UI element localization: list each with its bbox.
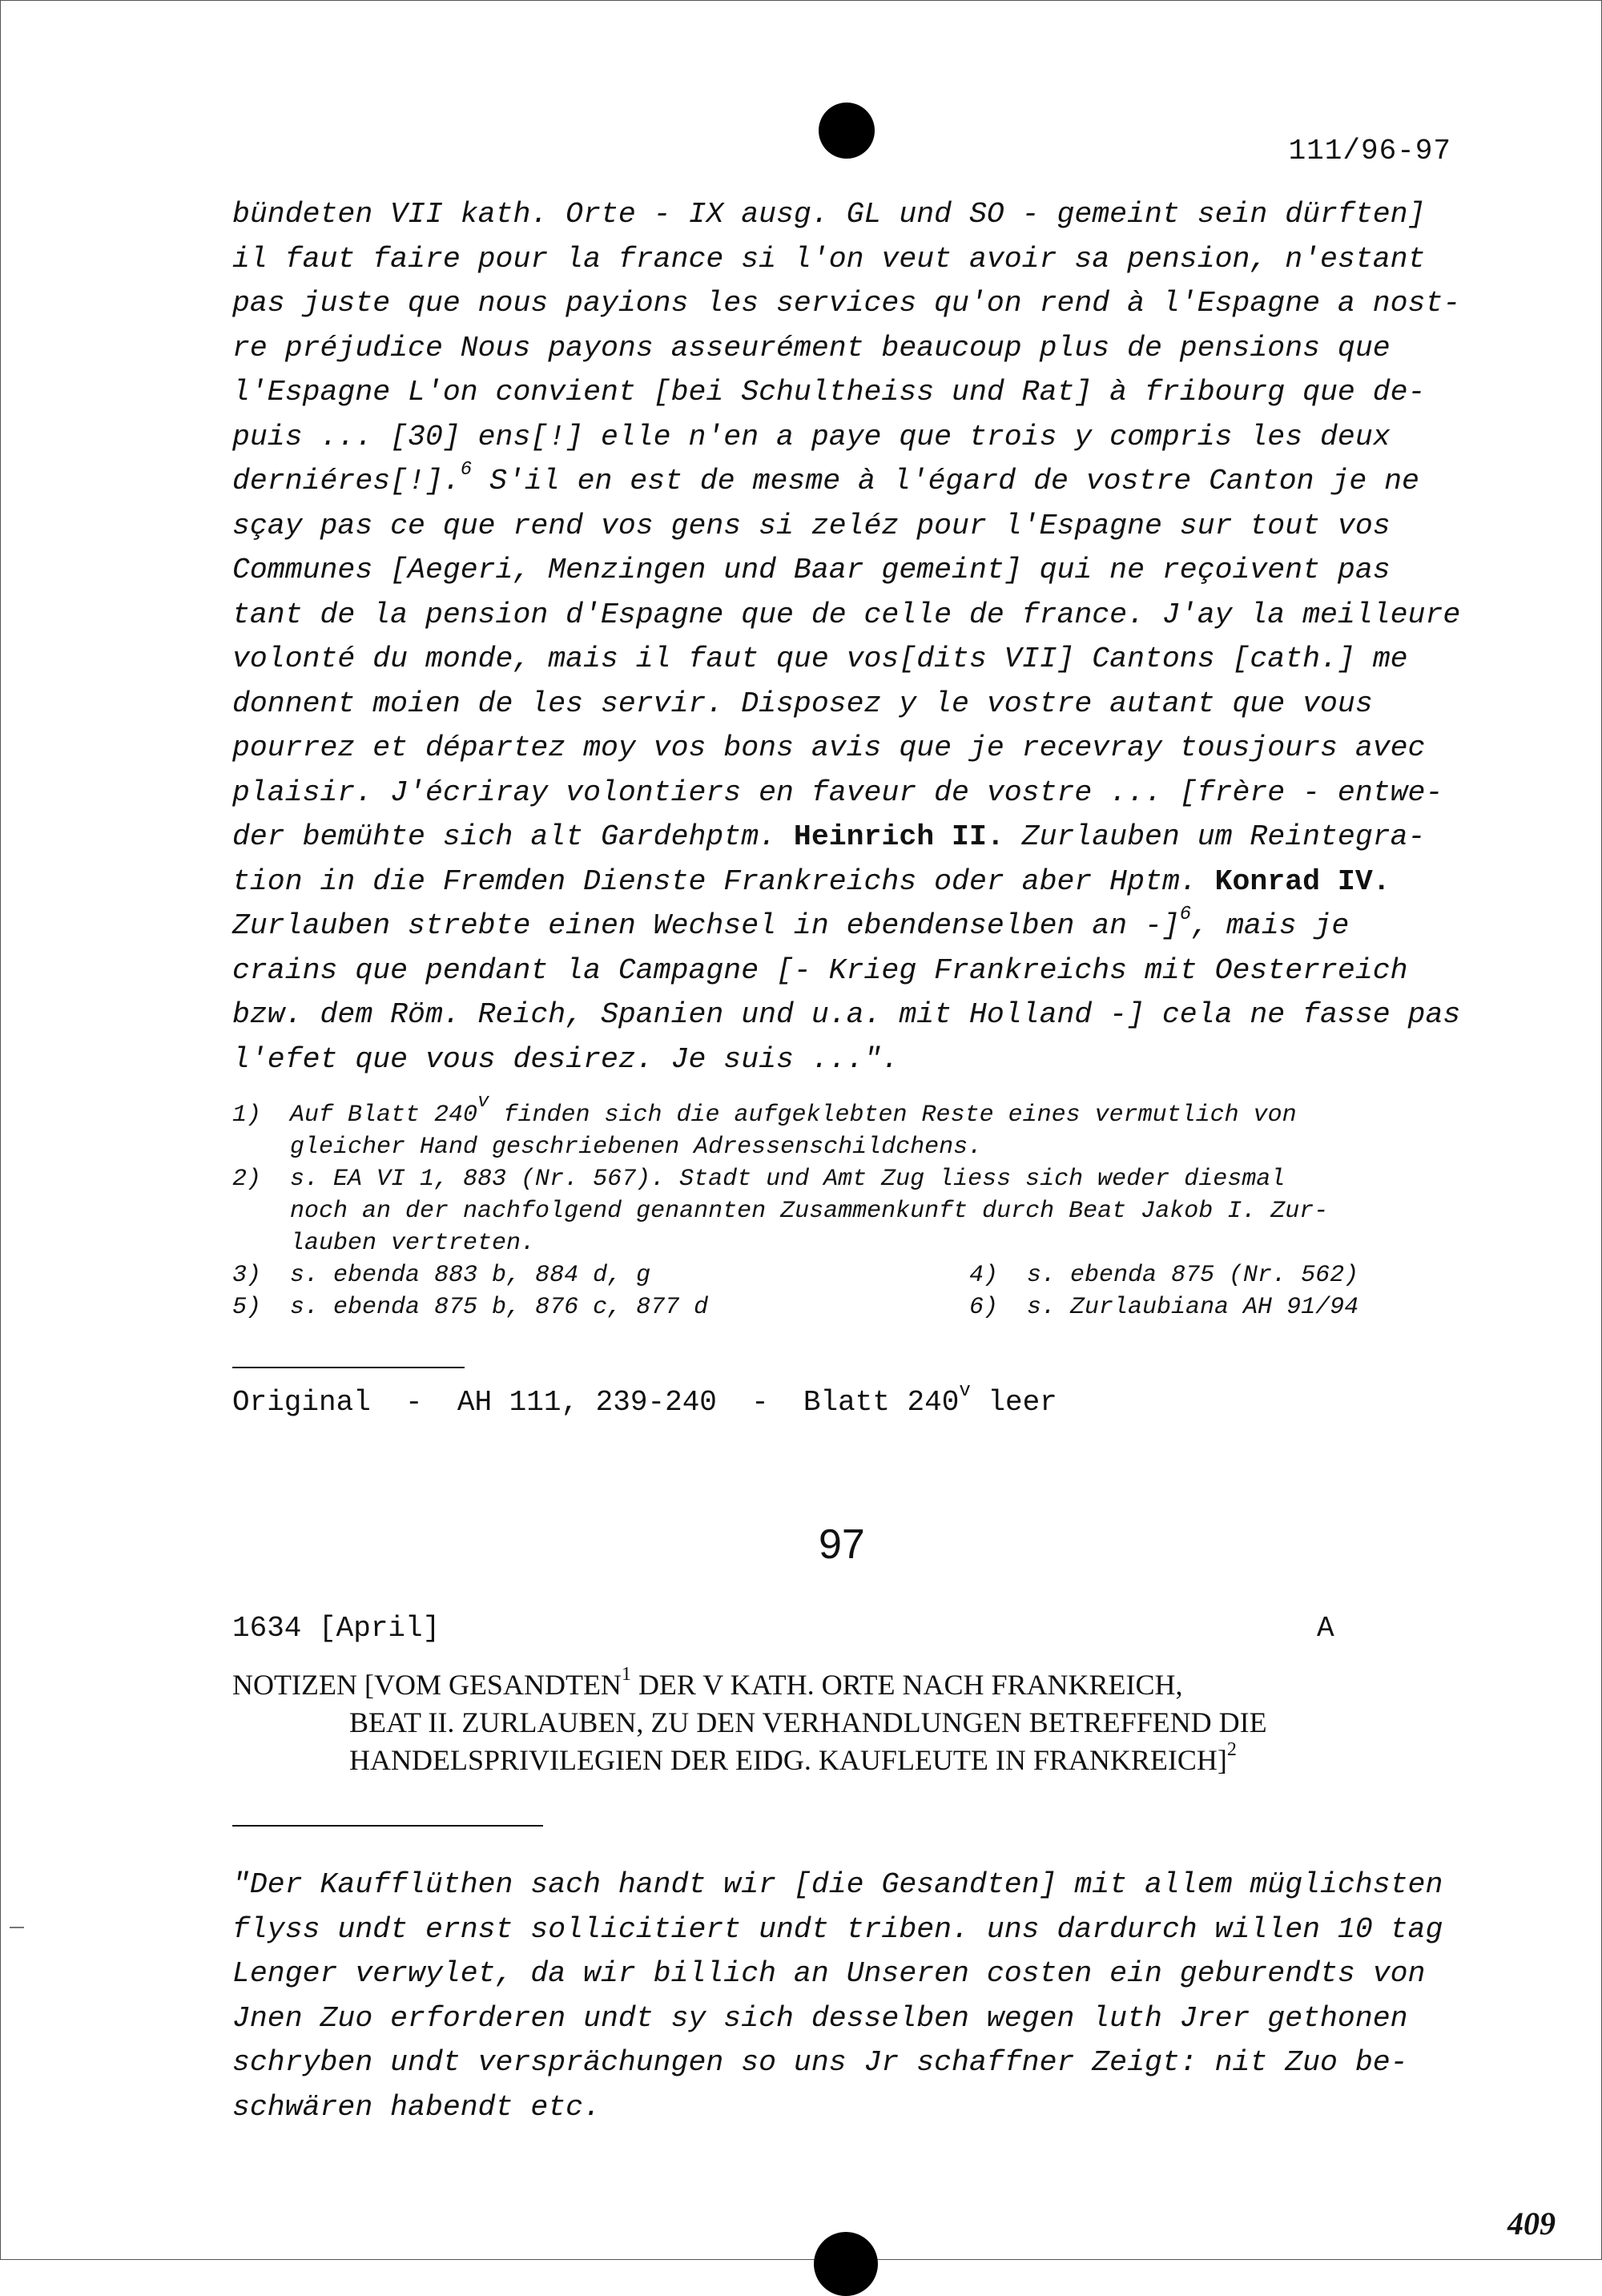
title-line bbox=[232, 1739, 1267, 1779]
separator-rule bbox=[232, 1367, 465, 1368]
text-line: volonté du monde, mais il faut que vos[dits VII] Cantons [cath.] me bbox=[232, 642, 1408, 675]
footnote-6: 6) s. Zurlaubiana AH 91/94 bbox=[969, 1294, 1359, 1321]
footnote-3: 3) s. ebenda 883 b, 884 d, g bbox=[232, 1262, 651, 1289]
person-name: Heinrich II. bbox=[793, 820, 1004, 853]
text-line: pas juste que nous payions les services qu'on rend à l'Espagne a nost- bbox=[232, 287, 1461, 320]
text-line: plaisir. J'écriray volontiers en faveur de vostre ... [frère - entwe- bbox=[232, 775, 1443, 809]
footnote-ref: 6 bbox=[1179, 904, 1192, 925]
text-segment: 1) Auf Blatt 240 bbox=[232, 1102, 478, 1129]
text-segment: Zurlauben um Reintegra- bbox=[1004, 820, 1426, 853]
footnote-4: 4) s. ebenda 875 (Nr. 562) bbox=[969, 1262, 1359, 1289]
text-line: schryben undt versprächungen so uns Jr schaffner Zeigt: nit Zuo be- bbox=[232, 2046, 1408, 2079]
text-line bbox=[232, 459, 1466, 504]
text-segment: finden sich die aufgeklebten Reste eines vermutlich von bbox=[489, 1102, 1297, 1129]
text-line: bündeten VII kath. Orte - IX ausg. GL und SO - gemeint sein dürften] bbox=[232, 198, 1426, 231]
text-line: l'efet que vous desirez. Je suis ...". bbox=[232, 1042, 900, 1076]
page-reference: 111/96-97 bbox=[1288, 135, 1451, 167]
page-number: 409 bbox=[1507, 2205, 1556, 2242]
footnote-5: 5) s. ebenda 875 b, 876 c, 877 d bbox=[232, 1294, 709, 1321]
superscript: v bbox=[959, 1380, 971, 1402]
quoted-text bbox=[232, 1863, 1466, 2129]
text-line bbox=[232, 860, 1466, 904]
text-line bbox=[232, 904, 1466, 949]
text-line: tant de la pension d'Espagne que de celle de france. J'ay la meilleure bbox=[232, 598, 1461, 631]
footnote-ref: 2 bbox=[1226, 1739, 1237, 1760]
footnote-row bbox=[232, 1291, 1466, 1323]
footnote-ref: 6 bbox=[460, 459, 473, 481]
text-line: il faut faire pour la france si l'on veut avoir sa pension, n'estant bbox=[232, 242, 1426, 276]
text-segment: , mais je bbox=[1191, 909, 1350, 942]
text-line: donnent moien de les servir. Disposez y le vostre autant que vous bbox=[232, 687, 1373, 720]
text-line: schwären habendt etc. bbox=[232, 2090, 601, 2124]
text-segment: leer bbox=[970, 1386, 1057, 1419]
footnote-line: noch an der nachfolgend genannten Zusammenkunft durch Beat Jakob I. Zur- bbox=[232, 1198, 1329, 1225]
main-text bbox=[232, 192, 1466, 1082]
punch-hole-mark-bottom bbox=[814, 2232, 878, 2296]
document-number: 97 bbox=[819, 1521, 865, 1568]
footnote-line: 2) s. EA VI 1, 883 (Nr. 567). Stadt und Amt Zug liess sich weder diesmal bbox=[232, 1166, 1286, 1193]
person-name: Konrad IV. bbox=[1214, 864, 1391, 898]
text-line bbox=[232, 815, 1466, 860]
footnotes bbox=[232, 1091, 1466, 1323]
text-segment: NOTIZEN [VOM GESANDTEN bbox=[232, 1669, 622, 1701]
source-note bbox=[232, 1380, 1057, 1419]
text-segment: DER V KATH. ORTE NACH FRANKREICH, bbox=[630, 1669, 1183, 1701]
title-line bbox=[232, 1666, 1267, 1704]
footnote-ref: 1 bbox=[621, 1664, 631, 1685]
text-segment: tion in die Fremden Dienste Frankreichs oder aber Hptm. bbox=[232, 864, 1215, 898]
text-segment: Original - AH 111, 239-240 - Blatt 240 bbox=[232, 1386, 960, 1419]
footnote-line bbox=[232, 1091, 1466, 1131]
margin-tick bbox=[10, 1927, 24, 1928]
text-line: flyss undt ernst sollicitiert undt triben. uns dardurch willen 10 tag bbox=[232, 1912, 1443, 1946]
text-line: pourrez et départez moy vos bons avis que je recevray tousjours avec bbox=[232, 731, 1426, 764]
document-title bbox=[232, 1666, 1267, 1779]
text-segment: HANDELSPRIVILEGIEN DER EIDG. KAUFLEUTE IN FRANKREICH] bbox=[349, 1744, 1227, 1776]
footnote-line: gleicher Hand geschriebenen Adressenschildchens. bbox=[232, 1134, 983, 1161]
separator-rule bbox=[232, 1825, 543, 1827]
text-segment: derniéres[!]. bbox=[232, 465, 461, 497]
text-line: sçay pas ce que rend vos gens si zeléz pour l'Espagne sur tout vos bbox=[232, 509, 1391, 542]
footnote-row bbox=[232, 1259, 1466, 1291]
text-segment: der bemühte sich alt Gardehptm. bbox=[232, 820, 794, 853]
text-line: l'Espagne L'on convient [bei Schultheiss und Rat] à fribourg que de- bbox=[232, 376, 1426, 409]
superscript: v bbox=[477, 1091, 489, 1113]
text-line: "Der Kaufflüthen sach handt wir [die Gesandten] mit allem müglichsten bbox=[232, 1868, 1443, 1901]
text-line: puis ... [30] ens[!] elle n'en a paye que trois y compris les deux bbox=[232, 420, 1391, 453]
text-segment: Zurlauben strebte einen Wechsel in ebendenselben an -] bbox=[232, 909, 1180, 942]
text-line: bzw. dem Röm. Reich, Spanien und u.a. mit Holland -] cela ne fasse pas bbox=[232, 998, 1461, 1031]
title-line: BEAT II. ZURLAUBEN, ZU DEN VERHANDLUNGEN BETREFFEND DIE bbox=[349, 1706, 1267, 1738]
document-mark: A bbox=[1317, 1612, 1334, 1645]
text-line: re préjudice Nous payons asseurément beaucoup plus de pensions que bbox=[232, 331, 1391, 365]
text-segment: S'il en est de mesme à l'égard de vostre Canton je ne bbox=[472, 465, 1419, 497]
punch-hole-mark bbox=[819, 103, 875, 159]
text-line: crains que pendant la Campagne [- Krieg Frankreichs mit Oesterreich bbox=[232, 953, 1408, 987]
text-line: Jnen Zuo erforderen undt sy sich desselben wegen luth Jrer gethonen bbox=[232, 2001, 1408, 2035]
footnote-line: lauben vertreten. bbox=[232, 1230, 536, 1257]
text-line: Lenger verwylet, da wir billich an Unseren costen ein geburendts von bbox=[232, 1957, 1426, 1990]
text-line: Communes [Aegeri, Menzingen und Baar gemeint] qui ne reçoivent pas bbox=[232, 554, 1391, 586]
document-date: 1634 [April] bbox=[232, 1612, 441, 1645]
